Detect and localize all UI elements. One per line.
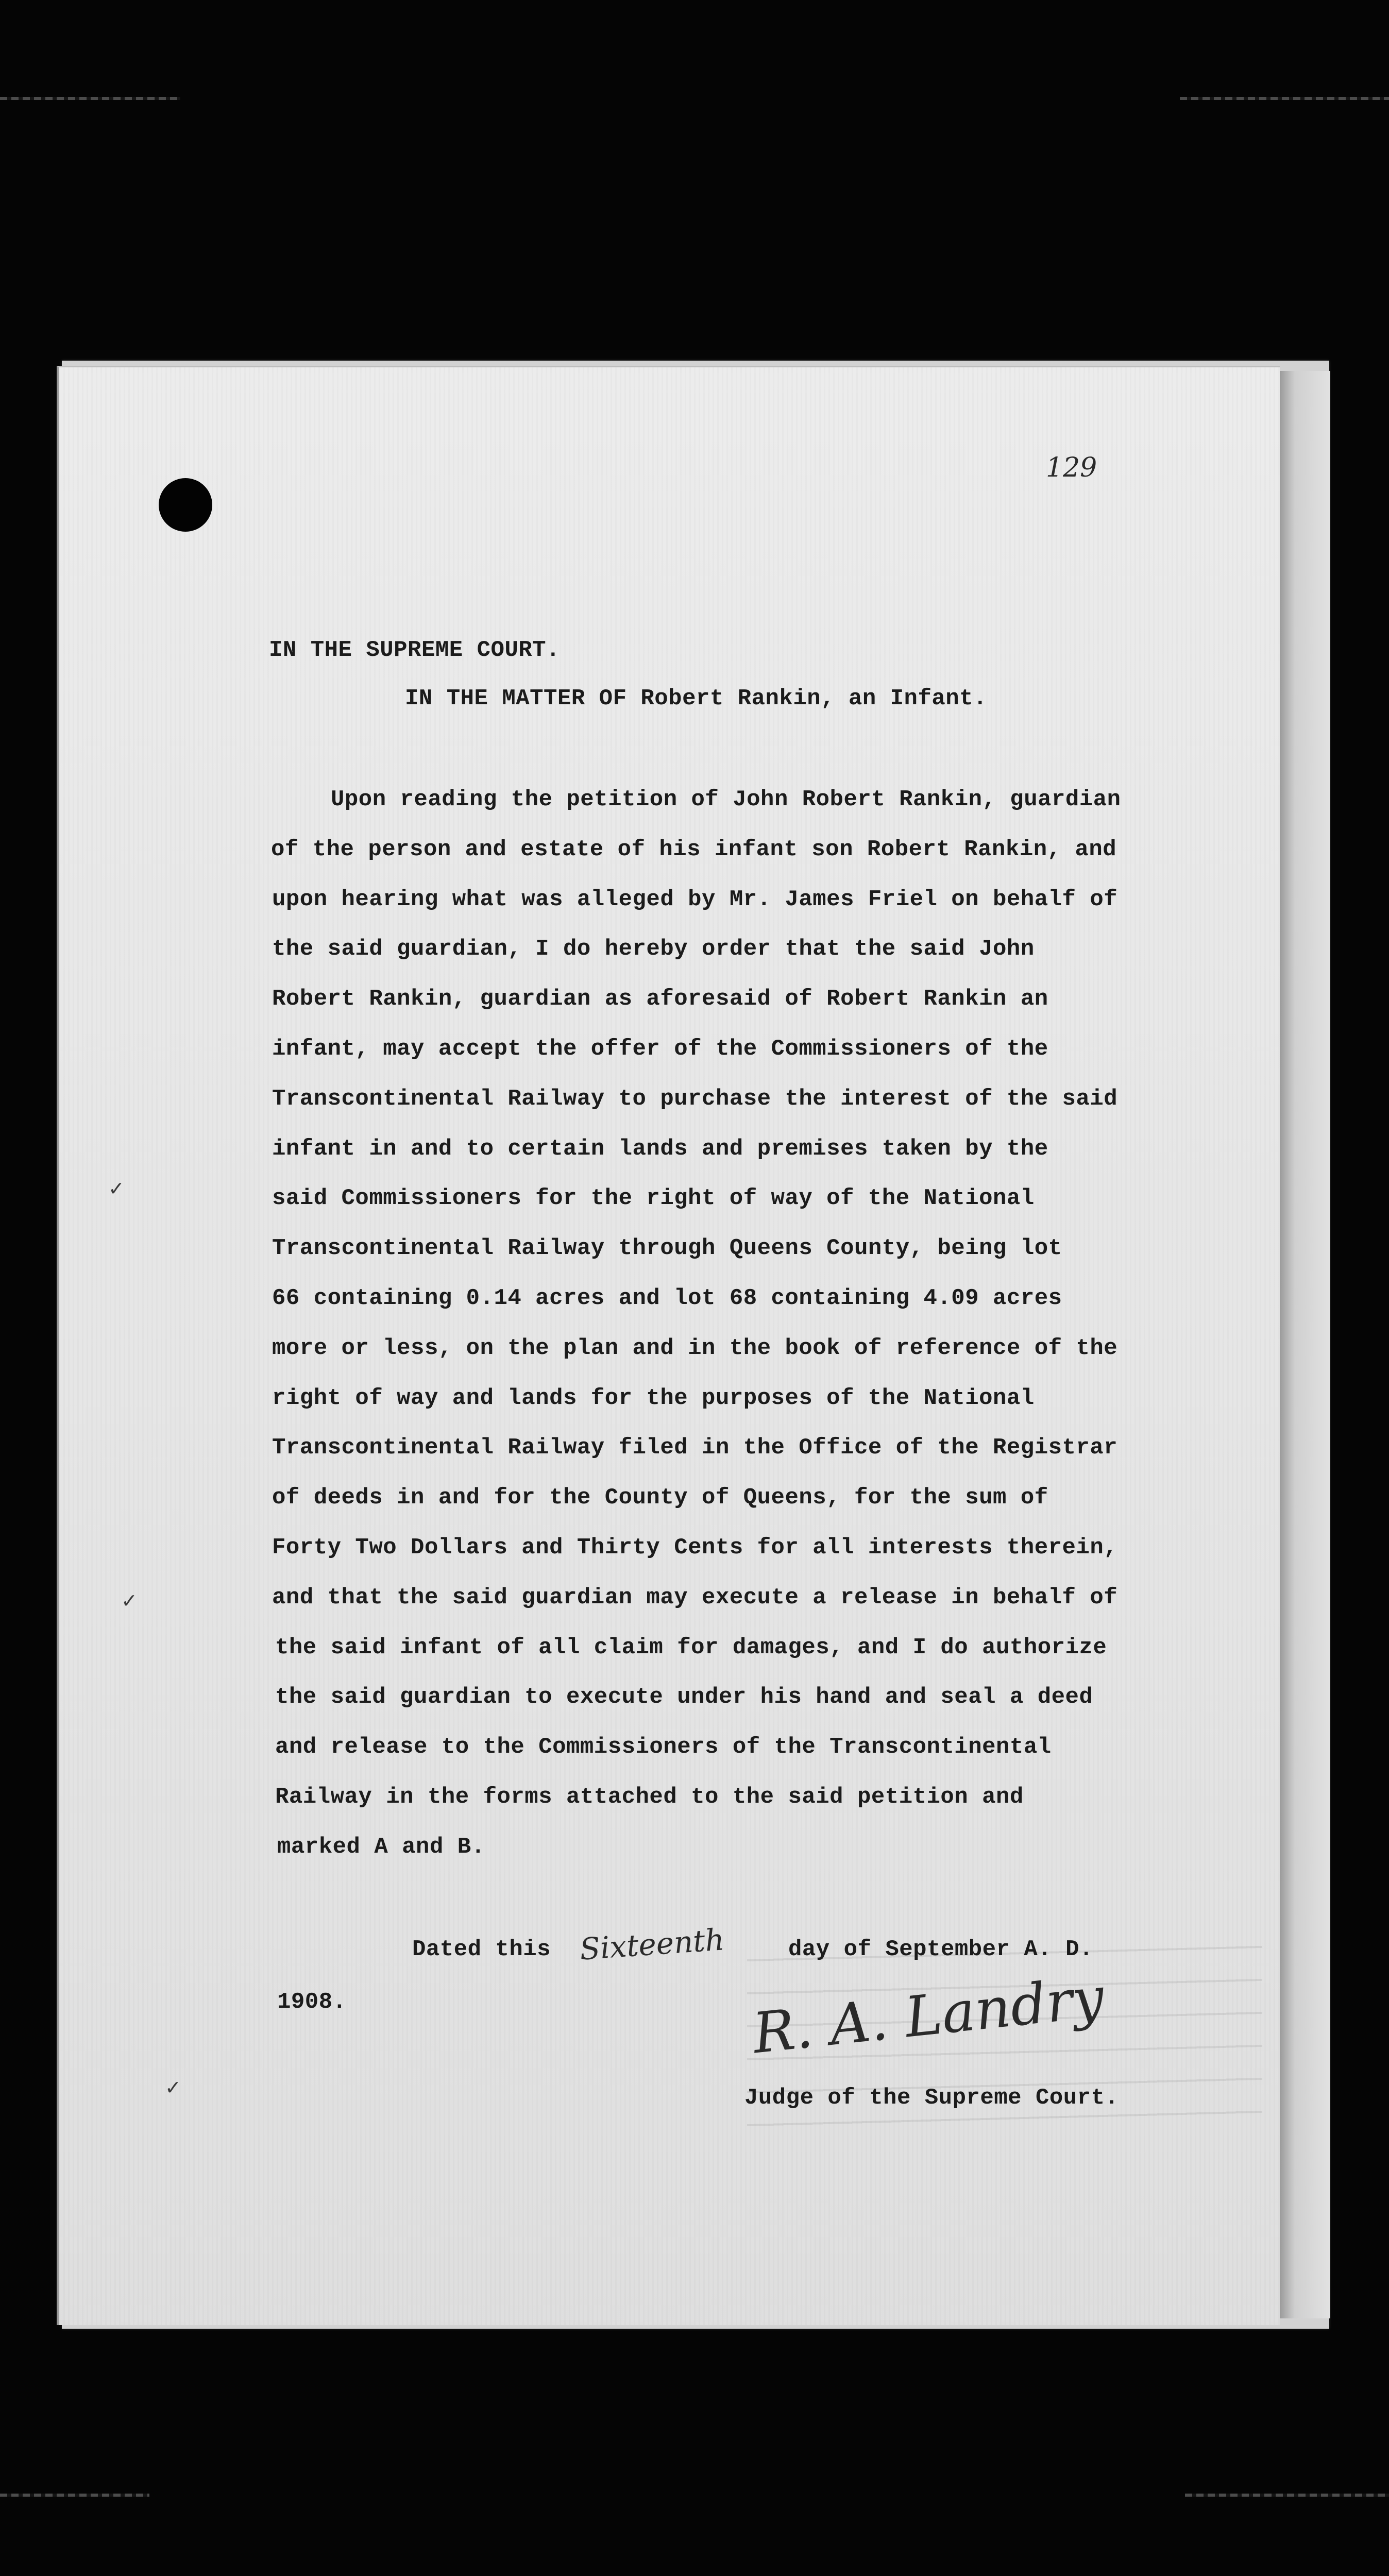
order-body-line: Transcontinental Railway to purchase the interest of the said [272, 1086, 1118, 1112]
order-body-line: of deeds in and for the County of Queens, for the sum of [272, 1485, 1048, 1511]
margin-check-mark: ✓ [165, 2076, 181, 2099]
order-body-line: said Commissioners for the right of way of the National [272, 1185, 1035, 1211]
order-body-line: Transcontinental Railway filed in the Office of the Registrar [272, 1435, 1118, 1461]
order-body-line: the said infant of all claim for damages, and I do authorize [275, 1635, 1107, 1660]
margin-check-mark: ✓ [108, 1177, 125, 1200]
film-edge-mark-top-right [1180, 97, 1389, 100]
signature-title: Judge of the Supreme Court. [744, 2085, 1119, 2111]
film-edge-mark-bottom-right [1185, 2494, 1389, 2497]
judge-signature: R. A. Landry [750, 1965, 1107, 2066]
order-body-line: the said guardian, I do hereby order that the said John [272, 936, 1035, 962]
matter-heading: IN THE MATTER OF Robert Rankin, an Infant. [405, 686, 987, 711]
order-body-line: of the person and estate of his infant son Robert Rankin, and [271, 837, 1117, 862]
court-heading: IN THE SUPREME COURT. [269, 637, 560, 663]
page-number: 129 [1046, 452, 1097, 483]
order-body-line: upon hearing what was alleged by Mr. James Friel on behalf of [272, 887, 1118, 912]
order-body-line: and release to the Commissioners of the Transcontinental [275, 1734, 1052, 1760]
film-edge-mark-top-left [0, 97, 180, 100]
order-body-line: right of way and lands for the purposes of the National [272, 1385, 1035, 1411]
order-body-line: marked A and B. [277, 1834, 485, 1860]
order-body-line: infant, may accept the offer of the Commissioners of the [272, 1036, 1048, 1062]
page-edge-strip [1273, 371, 1330, 2318]
punch-hole [159, 478, 212, 532]
order-body-line: Transcontinental Railway through Queens County, being lot [272, 1235, 1062, 1261]
order-body-line: Forty Two Dollars and Thirty Cents for all interests therein, [272, 1535, 1118, 1561]
year: 1908. [277, 1989, 347, 2015]
order-body-line: the said guardian to execute under his hand and seal a deed [275, 1684, 1093, 1710]
order-body-line: infant in and to certain lands and premises taken by the [272, 1136, 1048, 1162]
dated-suffix: day of September A. D. [788, 1937, 1093, 1962]
order-body-line: Upon reading the petition of John Robert Rankin, guardian [331, 787, 1121, 812]
order-body-line: Railway in the forms attached to the said petition and [275, 1784, 1024, 1810]
dated-day-handwritten: Sixteenth [578, 1922, 725, 1967]
margin-check-mark: ✓ [121, 1589, 138, 1612]
film-edge-mark-bottom-left [0, 2494, 149, 2497]
order-body-line: 66 containing 0.14 acres and lot 68 containing 4.09 acres [272, 1285, 1062, 1311]
order-body-line: Robert Rankin, guardian as aforesaid of Robert Rankin an [272, 986, 1048, 1012]
order-body-line: and that the said guardian may execute a release in behalf of [272, 1585, 1118, 1611]
dated-prefix: Dated this [412, 1937, 551, 1962]
order-body-line: more or less, on the plan and in the book of reference of the [272, 1335, 1118, 1361]
